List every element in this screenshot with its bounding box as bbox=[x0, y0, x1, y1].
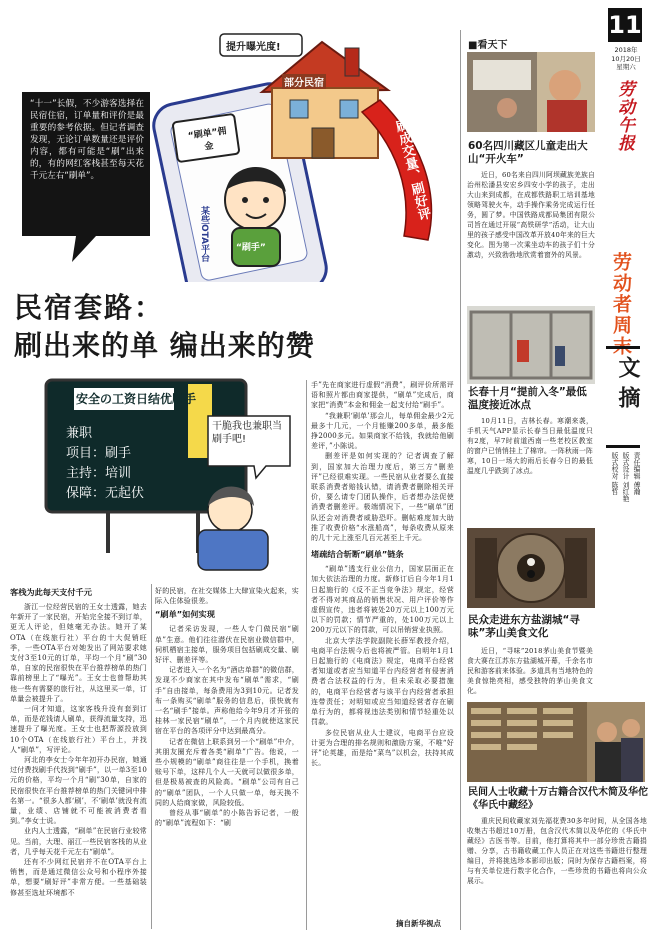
billboard-illustration bbox=[8, 378, 308, 573]
article-column-1 bbox=[10, 584, 147, 898]
order-label: “刷单”佣金 bbox=[187, 126, 228, 153]
col3-paragraph: “我兼职‘刷单’那会儿，每单佣金最少2元最多十几元，一个月能赚200多单，最多能挣2000多元。如果商家不给钱，我就给他刷差评，”小陈说。 bbox=[311, 411, 454, 451]
section-title: 劳动者周末 bbox=[610, 252, 632, 357]
col1-paragraph: 还有不少网红民宿并不在OTA平台上销售，而是通过微信公众号和小程序外接单，想要“刷好评”非常方便。一些基础装修甚至选址环境都不 bbox=[10, 858, 147, 897]
story4-text: 重庆民间收藏家刘先福花费30多年时间，从全国各地收集古书超过10万册，包含汉代木简以及华佗的《华氏中藏经》古医书等。目前，他打算将其中一部分珍贵古籍捐赠、分享，古书籍收藏工作人员正在对这些书籍进行整理编目，并将挑选珍本影印出版；同时为保存古籍档案，将与有关单位进行数字化合作，一些珍贵的书籍也将向公众展示。 bbox=[467, 817, 647, 885]
editor-credit: 责任编辑 傅瀚 版式设计 刘红艳 版式校对 陈哲 bbox=[610, 452, 640, 502]
col3-paragraph: 删差评是如何实现的？记者调查了解到，国家加大治理力度后，第三方“删差评”已经很难实现。一些民宿从业者要么直接联系消费者赔钱认错，请消费者删除相关评价，要么请专门团队操作，后者想办法促使消费者删差评。极端情况下，一些“刷单”团队还会对消费者威胁恐吓。删帖难度加大助推了收费价格“水涨船高”，每条收费从原来的几十元上涨至几百元甚至上千元。 bbox=[311, 452, 454, 543]
issue-date: 2018年 10月20日 星期六 bbox=[611, 46, 641, 71]
billboard-line2: 兼职 bbox=[66, 426, 93, 441]
section-sub: 文摘 bbox=[615, 356, 640, 416]
col3-paragraph: “刷单”透支行业公信力，国家层面正在加大依法治理的力度。新修订后自今年1月1日起施行的《反不正当竞争法》规定，经营者不得对其商品的销售状况、用户评价等作虚假宣传，违者将被处20万元以上100万元以下的罚款；情节严重的，处100万元以上200万元以下的罚款，可以吊销营业执照。 bbox=[311, 565, 454, 635]
page-number: 11 bbox=[608, 11, 642, 39]
col2-paragraph: 好的民宿，在社交媒体上大肆宣染火起来，实际入住体验很差。 bbox=[155, 587, 299, 606]
billboard-line4: 主持：培训 bbox=[66, 466, 132, 481]
col2-paragraph: 曾经从事“刷单”的小陈告诉记者，一般的“刷单”流程如下：“刷 bbox=[155, 809, 299, 828]
sidebar-divider bbox=[460, 30, 461, 930]
person-label: “刷手” bbox=[236, 243, 266, 253]
article-column-3 bbox=[311, 380, 454, 768]
house-label: 部分民宿 bbox=[282, 74, 326, 89]
article-title-line1: 民宿套路： bbox=[14, 291, 165, 324]
billboard-thought-bubble: 干脆我也兼职当刷手吧! bbox=[212, 421, 282, 445]
flag-label: 刷成交量、刷好评 bbox=[391, 117, 432, 223]
masthead-calligraphy: 劳动午报 bbox=[614, 80, 634, 152]
exposure-label: 提升曝光度! bbox=[226, 42, 281, 53]
col1-paragraph: 河北的李女士今年年初开办民宿，她通过付费找刷手代找到“刷手”，以一单3至10元的价格，平均一个月“刷”30单，自家的民宿很快在平台推荐榜单的热门关键词中排名第一。“很多人都‘刷’，不‘刷单’就没有流量，业绩、店铺就不可能被消费者看到。”李女士说。 bbox=[10, 756, 147, 826]
cartoon-bubble-text: “十一”长假，不少游客选择在民宿住宿，订单量和评价是最重要的参考依据。但记者调查发现，无论订单数量还是评价内容，都有可能是“刷”出来的，有的网红客栈甚至每天花千元左右“刷单”。 bbox=[30, 99, 144, 181]
story4-title: 民间人士收藏十万古籍合汉代木简及华佗《华氏中藏经》 bbox=[468, 787, 648, 811]
photo-changchun-window bbox=[467, 306, 595, 384]
col2-paragraph: 记者进入一个名为“酒店单群”的微信群，发现不少商家在其中发布“刷单”需求，“刷手”自由接单，每条费用为3到10元。记者发布一条购买“刷单”服务的信息后，很快就有一名“刷手”接单。声称他给今年9月才开张的桂林一家民宿“刷单”，一个月内就使这家民宿在平台的各项评分中达到最高分。 bbox=[155, 666, 299, 736]
article-column-2 bbox=[155, 586, 299, 828]
column-divider bbox=[306, 380, 307, 930]
sidebar-header: ■看天下 bbox=[468, 40, 508, 51]
col3-heading: 堵疏结合斩断“刷单”链条 bbox=[311, 549, 404, 560]
col1-paragraph: 一问才知道，这家客栈升没有套到订单，而是花钱请人刷单，获得流量支持，迅速提升了曝光度。王女士也把帮源投放到10个OTA（在线旅行社）平台上，并找人“刷单”，写评论。 bbox=[10, 705, 147, 754]
col1-heading: 客栈为此每天支付千元 bbox=[10, 587, 92, 597]
billboard-line3: 项目：刷手 bbox=[66, 446, 132, 461]
source-credit: 摘自新华视点 bbox=[396, 919, 441, 928]
story2-text: 10月11日，吉林长春。寒潮来袭，手机天气APP显示长春当日最低温度只有2度，早7时前道西南一些老校区教室的窗户已悄悄挂上了棉帘。一阵秋雨一阵寒，10日一场大的雨后长春今日的最低温度几乎跌到了冰点。 bbox=[467, 417, 593, 475]
main-cartoon bbox=[0, 0, 455, 282]
col1-paragraph: 业内人士透露，“刷单”在民宿行业较常见。当前，大理、丽江一些民宿客栈的从业者，几乎每天花千元左右“刷单”。 bbox=[10, 827, 147, 856]
photo-ancient-books bbox=[467, 702, 645, 782]
photo-salt-lake-city bbox=[467, 528, 595, 608]
col3-paragraph: 多位民宿从业人士建议，电商平台应设计更为合理的排名规则和激励方案，不唯“好评”论英雄，而是给“菜鸟”以机会，扶持其成长。 bbox=[311, 728, 454, 768]
billboard-line1: 安全の工资日结优刷手 bbox=[76, 392, 197, 406]
col2-paragraph: 记者在微信上联系到另一个“刷单”中介，其朋友圈充斥着各类“刷单”广告。他说，一些小规模的“刷单”商往往是一个手机，换着账号下单，这样几个人一天就可以做很多单，但是极易被查的风险高。“刷单”公司有自己的“刷单”团队，一个人只做一单，每天换不同的人给商家做，风险较低。 bbox=[155, 737, 299, 807]
col2-heading: “刷单”如何实现 bbox=[155, 609, 215, 620]
phone-label: 某些OTA平台 bbox=[199, 206, 209, 263]
billboard-line5: 保障：无起伏 bbox=[66, 486, 145, 501]
col3-paragraph: 手”先在商家进行虚假“消费”，刷评价所需评语和照片都由商家提供，“刷单”完成后，商家把“消费”本金和佣金一起支付给“刷手”。 bbox=[311, 381, 454, 410]
story2-title: 长春十月“提前入冬”最低温度接近冰点 bbox=[468, 386, 587, 411]
col1-paragraph: 浙江一位经营民宿的王女士透露，她去年新开了一家民宿，开始完全接不到订单，更无人评论，但她毫无办法。她开了某OTA（在线旅行社）平台的十大促销旺季，一些OTA平台对她发出了网站要求她支付3至10元的订单，平均一个月“刷”30单，自家的民宿很快在平台推荐榜单的热门靠前榜里上了“曝光”。王女士也曾帮助其他一些有需要的旅行社，从这里买一单，订单量会被提升了。 bbox=[10, 603, 147, 703]
col2-paragraph: 记者采访发现，一些人专门做民宿“刷单”生意。他们往往潜伏在民宿业微信群中，伺机栖宿主接单，服务项目包括刷成交量、刷好评、删差评等。 bbox=[155, 625, 299, 665]
photo-train-children bbox=[467, 52, 595, 132]
column-divider bbox=[151, 584, 152, 929]
article-title-line2: 刷出来的单 编出来的赞 bbox=[14, 329, 315, 362]
story3-text: 近日，“寻味”2018茅山美食节暨美食大赛在江苏东方盐湖城开幕，千余名市民和游客前来体验。多道具有当地特色的美食惊艳亮相，感受独特的茅山美食文化。 bbox=[467, 647, 593, 695]
story1-text: 近日，60名来自四川阿坝藏族羌族自治州松潘县安宏乡四安小学的孩子，走出大山来到成都，在成都铁路职工培训基地领略驾驶火车，动手操作乘务完成运行任务，圆了梦。中国铁路成都局集团有限公司旨在通过开展“高铁研学”活动，让大山里的孩子感受中国改革开放40年来的巨大变化。图为第一次乘坐动车的孩子们十分激动，兴致勃勃地欣赏着窗外的风景。 bbox=[467, 171, 596, 259]
story3-title: 民众走进东方盐湖城“寻味”茅山美食文化 bbox=[468, 614, 580, 639]
story1-title: 60名四川藏区儿童走出大山“开火车” bbox=[468, 140, 588, 165]
col3-paragraph: 北京大学法学院副院长薛军教授介绍，电商平台法规今后也将被严管。自明年1月1日起施行的《电商法》规定，电商平台经营者知道或者应当知道平台内经营者有侵害消费者合法权益的行为，但未采取必要措施的，电商平台经营者与该平台内经营者承担连带责任；对明知或应当知道经营者存在刷单行为的，都将视违法类别和情节轻重处以罚款。 bbox=[311, 636, 454, 727]
